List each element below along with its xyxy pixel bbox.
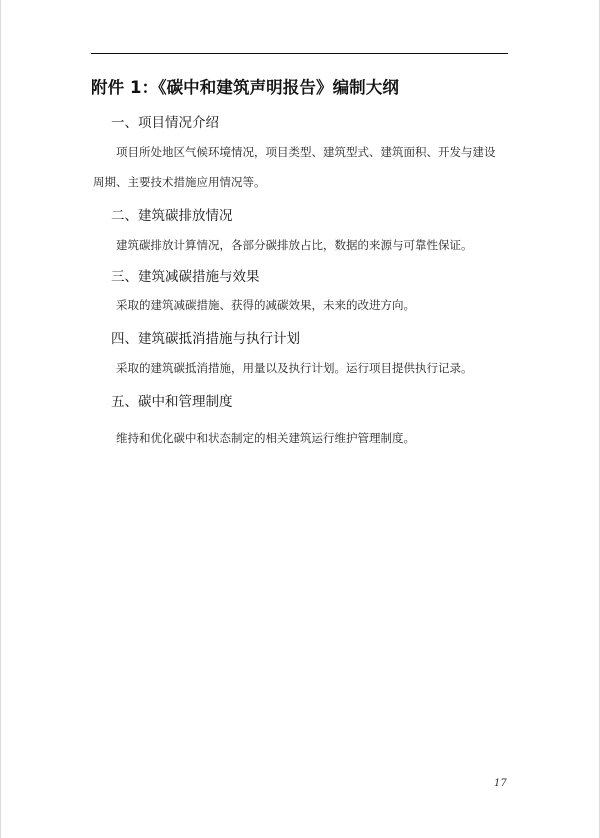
section-heading-project-intro: 一、项目情况介绍 bbox=[111, 115, 219, 131]
section-body-line: 项目所处地区气候环境情况，项目类型、建筑型式、建筑面积、开发与建设 bbox=[116, 145, 496, 159]
page-number: 17 bbox=[494, 778, 507, 789]
header-rule bbox=[91, 53, 508, 54]
section-body-line: 采取的建筑碳抵消措施，用量以及执行计划。运行项目提供执行记录。 bbox=[116, 361, 473, 375]
page-left-edge bbox=[0, 0, 1, 838]
section-body-line: 建筑碳排放计算情况，各部分碳排放占比，数据的来源与可靠性保证。 bbox=[116, 238, 473, 252]
section-body-line: 周期、主要技术措施应用情况等。 bbox=[93, 175, 266, 189]
section-body-line: 采取的建筑减碳措施、获得的减碳效果，未来的改进方向。 bbox=[116, 298, 415, 312]
section-heading-carbon-emission: 二、建筑碳排放情况 bbox=[111, 208, 233, 224]
section-heading-management: 五、碳中和管理制度 bbox=[111, 394, 233, 410]
section-body-line: 维持和优化碳中和状态制定的相关建筑运行维护管理制度。 bbox=[116, 431, 415, 445]
document-title: 附件 1：《碳中和建筑声明报告》编制大纲 bbox=[91, 78, 399, 97]
section-heading-carbon-reduction: 三、建筑减碳措施与效果 bbox=[111, 269, 260, 285]
section-heading-carbon-offset: 四、建筑碳抵消措施与执行计划 bbox=[111, 331, 300, 347]
